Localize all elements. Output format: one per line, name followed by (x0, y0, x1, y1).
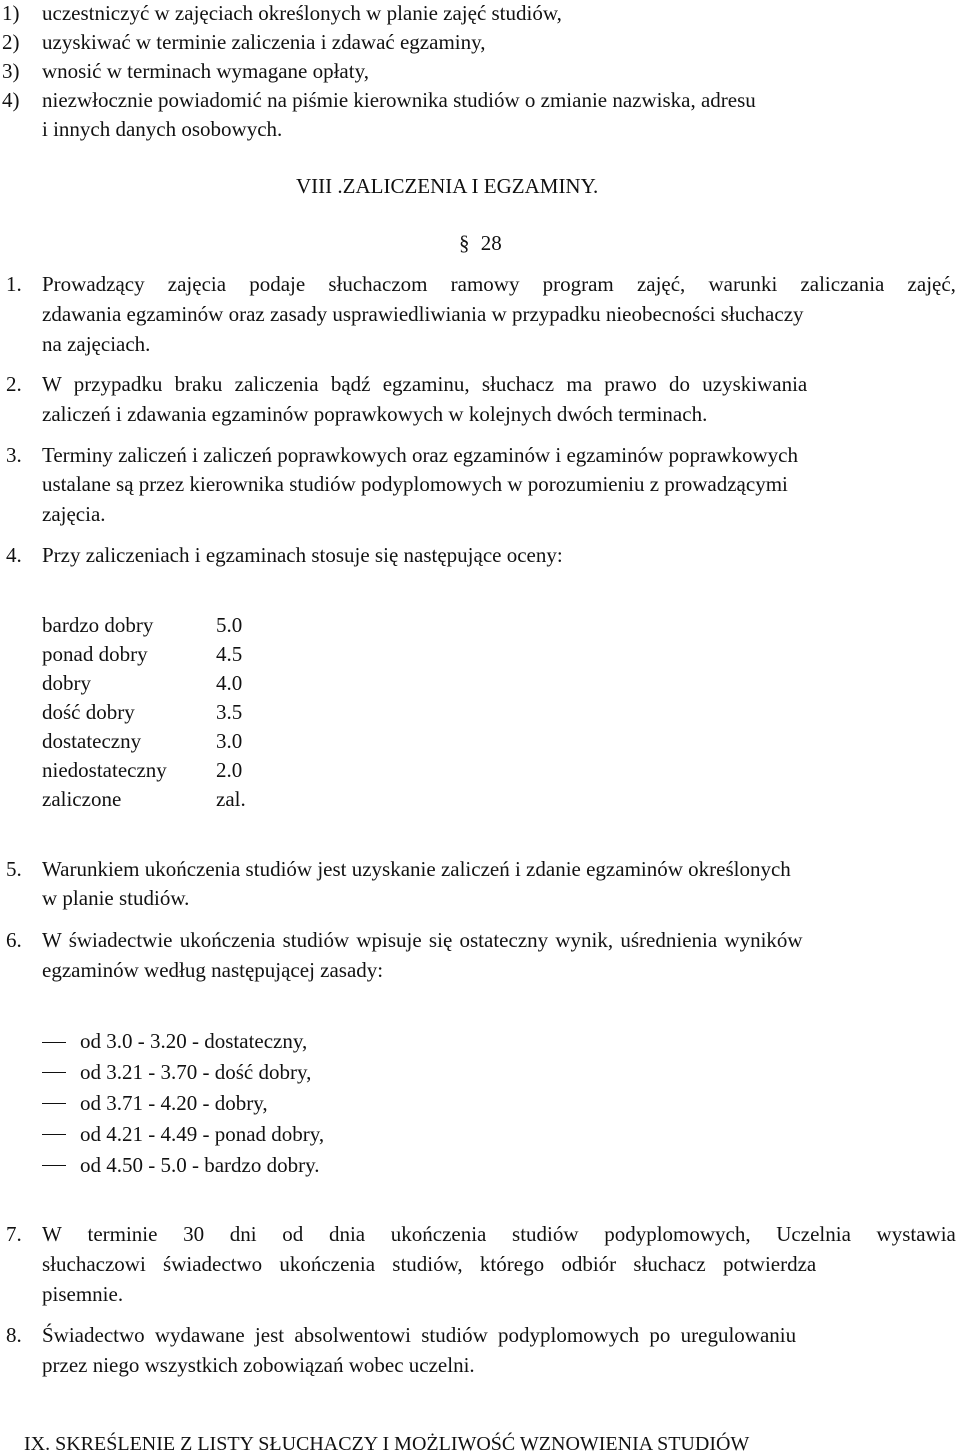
point-text: przez niego wszystkich zobowiązań wobec uczelni. (42, 1353, 475, 1377)
obligation-number: 3) (2, 59, 20, 83)
grade-name: dostateczny (42, 729, 142, 753)
obligation-text: niezwłocznie powiadomić na piśmie kierownika studiów o zmianie nazwiska, adresu (42, 88, 756, 112)
point-text: W przypadku braku zaliczenia bądź egzaminu, słuchacz ma prawo do uzyskiwania (42, 372, 808, 396)
dash-bullet-icon (42, 1134, 66, 1135)
obligation-text: wnosić w terminach wymagane opłaty, (42, 59, 369, 83)
point-text: Terminy zaliczeń i zaliczeń poprawkowych oraz egzaminów i egzaminów poprawkowych (42, 443, 798, 467)
grade-name: dość dobry (42, 700, 135, 724)
point-text: W terminie 30 dni od dnia ukończenia studiów podyplomowych, Uczelnia wystawia (42, 1222, 956, 1246)
grade-name: niedostateczny (42, 758, 167, 782)
grade-value: 2.0 (216, 758, 243, 782)
paragraph-number: 28 (480, 231, 502, 255)
dash-bullet-icon (42, 1103, 66, 1104)
dash-bullet-icon (42, 1042, 66, 1043)
point-text: Świadectwo wydawane jest absolwentowi studiów podyplomowych po uregulowaniu (42, 1323, 797, 1347)
grade-value: 3.0 (216, 729, 243, 753)
obligation-number: 2) (2, 30, 20, 54)
point-text: pisemnie. (42, 1282, 124, 1306)
point-number: 5. (6, 857, 22, 881)
point-number: 2. (6, 372, 22, 396)
grade-name: ponad dobry (42, 642, 148, 666)
grade-name: dobry (42, 671, 91, 695)
range-item: od 3.21 - 3.70 - dość dobry, (80, 1060, 312, 1084)
paragraph-symbol: § (459, 231, 470, 255)
obligation-text: uzyskiwać w terminie zaliczenia i zdawać egzaminy, (42, 30, 486, 54)
point-number: 1. (6, 272, 22, 296)
point-text: zaliczeń i zdawania egzaminów poprawkowych w kolejnych dwóch terminach. (42, 402, 708, 426)
point-number: 6. (6, 928, 22, 952)
point-number: 8. (6, 1323, 22, 1347)
point-text: Prowadzący zajęcia podaje słuchaczom ramowy program zajęć, warunki zaliczania zajęć, (42, 272, 956, 296)
grade-value: 3.5 (216, 700, 243, 724)
grade-value: 4.0 (216, 671, 243, 695)
point-text: w planie studiów. (42, 886, 190, 910)
range-item: od 4.21 - 4.49 - ponad dobry, (80, 1122, 325, 1146)
point-text: zdawania egzaminów oraz zasady usprawiedliwiania w przypadku nieobecności słuchaczy (42, 302, 804, 326)
obligation-text: uczestniczyć w zajęciach określonych w planie zajęć studiów, (42, 1, 562, 25)
obligation-number: 4) (2, 88, 20, 112)
range-item: od 3.71 - 4.20 - dobry, (80, 1091, 268, 1115)
point-text: słuchaczowi świadectwo ukończenia studiów, którego odbiór słuchacz potwierdza (42, 1252, 817, 1276)
point-text: Przy zaliczeniach i egzaminach stosuje się następujące oceny: (42, 543, 563, 567)
grade-value: 4.5 (216, 642, 243, 666)
grade-name: zaliczone (42, 787, 122, 811)
point-text: Warunkiem ukończenia studiów jest uzyskanie zaliczeń i zdanie egzaminów określonych (42, 857, 791, 881)
dash-bullet-icon (42, 1165, 66, 1166)
section-heading: IX. SKREŚLENIE Z LISTY SŁUCHACZY I MOŻLIWOŚĆ WZNOWIENIA STUDIÓW (24, 1433, 750, 1455)
paragraph-marker (459, 233, 502, 254)
point-text: egzaminów według następującej zasady: (42, 958, 384, 982)
grade-name: bardzo dobry (42, 613, 154, 637)
point-text: na zajęciach. (42, 332, 151, 356)
point-text: ustalane są przez kierownika studiów podyplomowych w porozumieniu z prowadzącymi (42, 472, 788, 496)
point-text: W świadectwie ukończenia studiów wpisuje się ostateczny wynik, uśrednienia wyników (42, 928, 803, 952)
point-text: zajęcia. (42, 502, 106, 526)
grade-value: zal. (216, 787, 246, 811)
dash-bullet-icon (42, 1072, 66, 1073)
point-number: 4. (6, 543, 22, 567)
grade-value: 5.0 (216, 613, 243, 637)
obligation-text: i innych danych osobowych. (42, 117, 283, 141)
range-item: od 4.50 - 5.0 - bardzo dobry. (80, 1153, 320, 1177)
range-item: od 3.0 - 3.20 - dostateczny, (80, 1029, 308, 1053)
point-number: 3. (6, 443, 22, 467)
section-heading: VIII .ZALICZENIA I EGZAMINY. (296, 174, 599, 198)
obligation-number: 1) (2, 1, 20, 25)
point-number: 7. (6, 1222, 22, 1246)
